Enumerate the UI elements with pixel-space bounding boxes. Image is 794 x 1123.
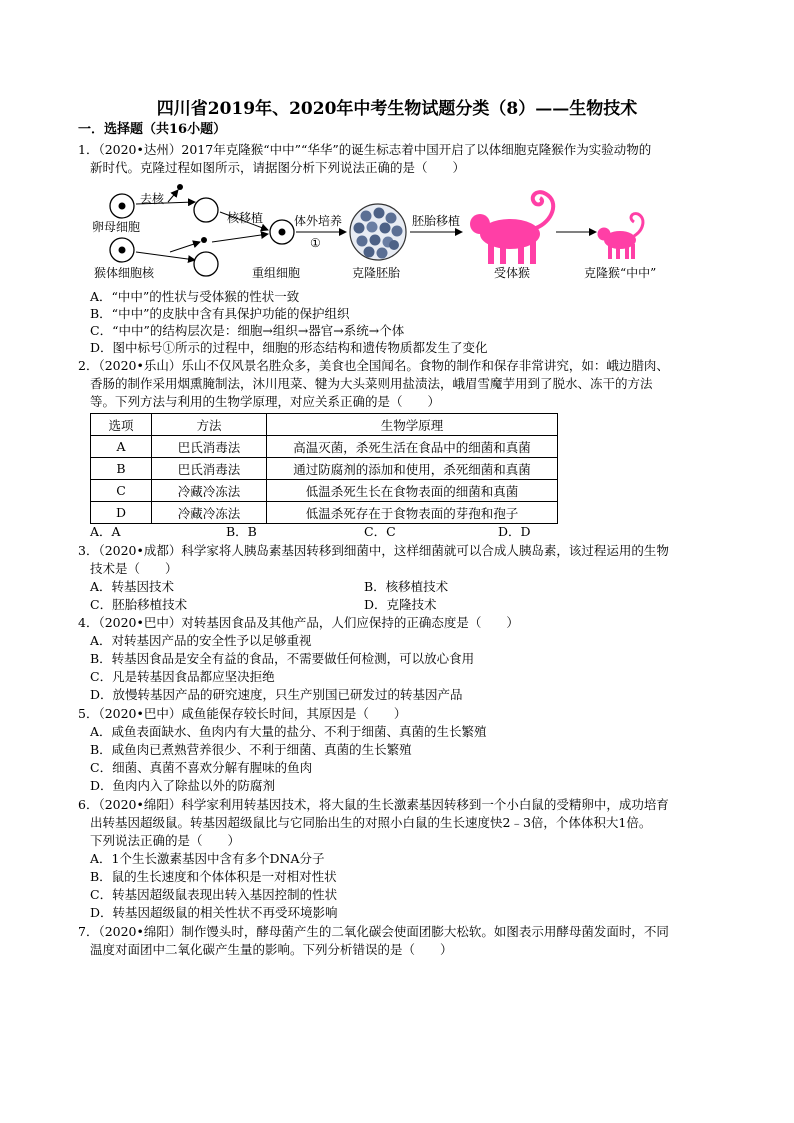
q4-stem-line: 4．（2020•巴中）对转基因食品及其他产品，人们应保持的正确态度是（ ） <box>78 615 519 630</box>
q6-stem-line: 下列说法正确的是（ ） <box>90 833 241 848</box>
table-row <box>91 502 558 524</box>
q2-answer: D．D <box>498 524 531 539</box>
q1-option: D．图中标号①所示的过程中，细胞的形态结构和遗传物质都发生了变化 <box>90 340 488 355</box>
q1-option: C．“中中”的结构层次是：细胞→组织→器官→系统→个体 <box>90 323 405 338</box>
embryo-transfer-label: 胚胎移植 <box>412 214 461 228</box>
q3-stem-line: 3．（2020•成都）科学家将人胰岛素基因转移到细菌中，这样细菌就可以合成人胰岛素，该过程运用的生物 <box>78 543 669 558</box>
q6-option: D．转基因超级鼠的相关性状不再受环境影响 <box>90 905 338 920</box>
table-cell: 高温灭菌，杀死生活在食品中的细菌和真菌 <box>267 436 558 458</box>
cloning-diagram <box>90 182 710 286</box>
section-heading: 一．选择题（共16小题） <box>78 122 227 137</box>
q1-stem-line: 新时代。克隆过程如图所示，请据图分析下列说法正确的是（ ） <box>90 160 466 175</box>
q1-option: A．“中中”的性状与受体猴的性状一致 <box>90 289 300 304</box>
q4-option: A．对转基因产品的安全性予以足够重视 <box>90 633 312 648</box>
q5-option: B．咸鱼肉已煮熟营养很少、不利于细菌、真菌的生长繁殖 <box>90 742 412 757</box>
q5-option: A．咸鱼表面缺水、鱼肉内有大量的盐分、不利于细菌、真菌的生长繁殖 <box>90 724 487 739</box>
table-cell: 巴氏消毒法 <box>152 436 267 458</box>
q5-option: D．鱼肉内入了除盐以外的防腐剂 <box>90 778 276 793</box>
recipient-monkey-shape <box>470 192 553 264</box>
cloned-monkey-shape <box>598 214 643 259</box>
table-header-cell: 方法 <box>152 414 267 436</box>
egg-cell-shape <box>110 194 134 218</box>
q3-option: A．转基因技术 <box>90 579 175 594</box>
arrow <box>212 234 268 242</box>
table-cell: 冷藏冷冻法 <box>152 502 267 524</box>
page-title: 四川省2019年、2020年中考生物试题分类（8）——生物技术 <box>156 99 638 119</box>
q3-option: B．核移植技术 <box>364 579 449 594</box>
monkey-nucleus-label: 猴体细胞核 <box>94 266 155 280</box>
table-header-cell: 选项 <box>91 414 152 436</box>
q6-option: B．鼠的生长速度和个体体积是一对相对性状 <box>90 869 337 884</box>
table-cell: 低温杀死生长在食物表面的细菌和真菌 <box>267 480 558 502</box>
remove-nucleus-label: 去核 <box>140 192 165 206</box>
table-cell: A <box>91 436 152 458</box>
q7-stem-line: 7．（2020•绵阳）制作馒头时，酵母菌产生的二氧化碳会使面团膨大松软。如图表示用酵母菌发面时，不同 <box>78 924 669 939</box>
nucleus-dot <box>201 237 207 243</box>
nuclear-transfer-label: 核移植 <box>227 211 264 225</box>
removed-nucleus-dot <box>177 184 183 190</box>
table-header-cell: 生物学原理 <box>267 414 558 436</box>
q1-option: B．“中中”的皮肤中含有具保护功能的保护组织 <box>90 306 350 321</box>
q6-option: C．转基因超级鼠表现出转入基因控制的性状 <box>90 887 338 902</box>
q4-option: D．放慢转基因产品的研究速度，只生产别国已研发过的转基因产品 <box>90 687 463 702</box>
cell-shape <box>194 252 218 276</box>
table-row <box>91 458 558 480</box>
q1-stem-line: 1．（2020•达州）2017年克隆猴“中中”“华华”的诞生标志着中国开启了以体细胞克隆猴作为实验动物的 <box>78 142 652 157</box>
table-cell: 巴氏消毒法 <box>152 458 267 480</box>
arrow <box>168 190 178 202</box>
q2-options-table <box>90 413 558 524</box>
q2-answer: C．C <box>364 524 396 539</box>
q2-stem-line: 香肠的制作采用烟熏腌制法，沐川甩菜、犍为大头菜则用盐渍法，峨眉雪魔芋用到了脱水、冻干的方法 <box>90 376 653 391</box>
table-row <box>91 436 558 458</box>
q3-option: C．胚胎移植技术 <box>90 597 188 612</box>
q2-stem-line: 2．（2020•乐山）乐山不仅风景名胜众多，美食也全国闻名。食物的制作和保存非常讲究，如：峨边腊肉、 <box>78 358 669 373</box>
q7-stem-line: 温度对面团中二氧化碳产生量的影响。下列分析错误的是（ ） <box>90 942 453 957</box>
in-vitro-culture-label: 体外培养 <box>294 214 343 228</box>
q2-stem-line: 等。下列方法与利用的生物学原理，对应关系正确的是（ ） <box>90 394 441 409</box>
table-cell: B <box>91 458 152 480</box>
table-cell: 通过防腐剂的添加和使用，杀死细菌和真菌 <box>267 458 558 480</box>
monkey-nucleus-shape <box>110 238 134 262</box>
table-cell: 冷藏冷冻法 <box>152 480 267 502</box>
q2-answer: A．A <box>90 524 121 539</box>
q6-stem-line: 6．（2020•绵阳）科学家利用转基因技术，将大鼠的生长激素基因转移到一个小白鼠的受精卵中，成功培育 <box>78 797 669 812</box>
arrow <box>136 252 195 260</box>
q4-option: C．凡是转基因食品都应坚决拒绝 <box>90 669 275 684</box>
q3-stem-line: 技术是（ ） <box>90 561 178 576</box>
step-number-label: ① <box>310 236 321 250</box>
q6-stem-line: 出转基因超级鼠。转基因超级鼠比与它同胎出生的对照小白鼠的生长速度快2﹣3倍，个体体积大1倍。 <box>90 815 652 830</box>
q4-option: B．转基因食品是安全有益的食品，不需要做任何检测，可以放心食用 <box>90 651 475 666</box>
cloned-embryo-label: 克隆胚胎 <box>352 266 401 280</box>
enucleated-egg-shape <box>194 198 218 222</box>
cloned-monkey-label: 克隆猴“中中” <box>584 266 657 280</box>
table-cell: D <box>91 502 152 524</box>
q5-option: C．细菌、真菌不喜欢分解有腥味的鱼肉 <box>90 760 313 775</box>
cloned-embryo-shape <box>350 204 406 260</box>
q2-answer: B．B <box>226 524 257 539</box>
egg-cell-label: 卵母细胞 <box>92 220 141 234</box>
table-row <box>91 480 558 502</box>
recombined-cell-label: 重组细胞 <box>252 266 301 280</box>
table-header-row <box>91 414 558 436</box>
arrow <box>170 242 200 252</box>
table-cell: 低温杀死存在于食物表面的芽孢和孢子 <box>267 502 558 524</box>
q3-option: D．克隆技术 <box>364 597 437 612</box>
recombined-cell-shape <box>270 220 294 244</box>
q6-option: A．1个生长激素基因中含有多个DNA分子 <box>90 851 325 866</box>
table-cell: C <box>91 480 152 502</box>
q5-stem-line: 5．（2020•巴中）咸鱼能保存较长时间，其原因是（ ） <box>78 706 407 721</box>
recipient-monkey-label: 受体猴 <box>494 266 531 280</box>
